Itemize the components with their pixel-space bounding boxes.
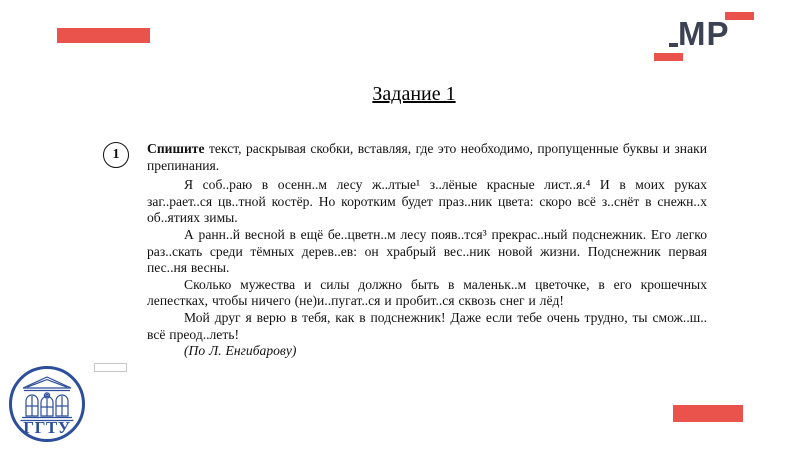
task-instruction-verb: Спишите <box>147 141 205 156</box>
university-logo <box>9 366 85 442</box>
task-instruction <box>147 141 707 174</box>
mp-logo-underscore-icon <box>669 43 678 47</box>
task-instruction-text: текст, раскрывая скобки, вставляя, где это необходимо, пропущенные буквы и знаки препинания. <box>147 141 707 173</box>
task-content <box>147 141 707 360</box>
task-number-value: 1 <box>112 147 120 162</box>
accent-bar-top-left <box>57 28 150 43</box>
exercise-paragraph: Я соб..раю в осенн..м лесу ж..лтые¹ з..лёные красные лист..я.⁴ И в моих руках заг..рает..ся цв..тной костёр. Но коротким будет праз..ник цвета: скоро всё з..снёт в снежн..х об..ятиях зимы. <box>147 177 707 226</box>
placeholder-box <box>94 363 127 372</box>
exercise-paragraph: Мой друг я верю в тебя, как в подснежник! Даже если тебе очень трудно, ты смож..ш.. всё преод..леть! <box>147 309 707 342</box>
mp-logo-dash-bottom-icon <box>654 53 683 61</box>
page-title: Задание 1 <box>372 83 456 105</box>
exercise-paragraph: Сколько мужества и силы должно быть в маленьк..м цветочке, в его крошечных лепестках, чтобы ничего (не)и..пугат..ся и пробит..ся сквозь снег и лёд! <box>147 276 707 309</box>
text-attribution: (По Л. Енгибарову) <box>184 343 297 359</box>
university-building-icon <box>17 374 77 422</box>
exercise-text <box>147 177 707 360</box>
task-number-badge <box>103 142 129 168</box>
mp-logo <box>653 9 765 65</box>
mp-logo-text: MP <box>678 15 730 52</box>
exercise-paragraph: А ранн..й весной в ещё бе..цветн..м лесу появ..тся³ прекрас..ный подснежник. Его легко раз..скать среди тёмных дерев..ев: он храбрый вес..ник новой жизни. Подснежник первая пес..ня весны. <box>147 226 707 276</box>
accent-bar-bottom-right <box>673 405 743 422</box>
university-abbr-label: ГГТУ <box>23 418 71 437</box>
university-logo-circle <box>9 366 85 442</box>
